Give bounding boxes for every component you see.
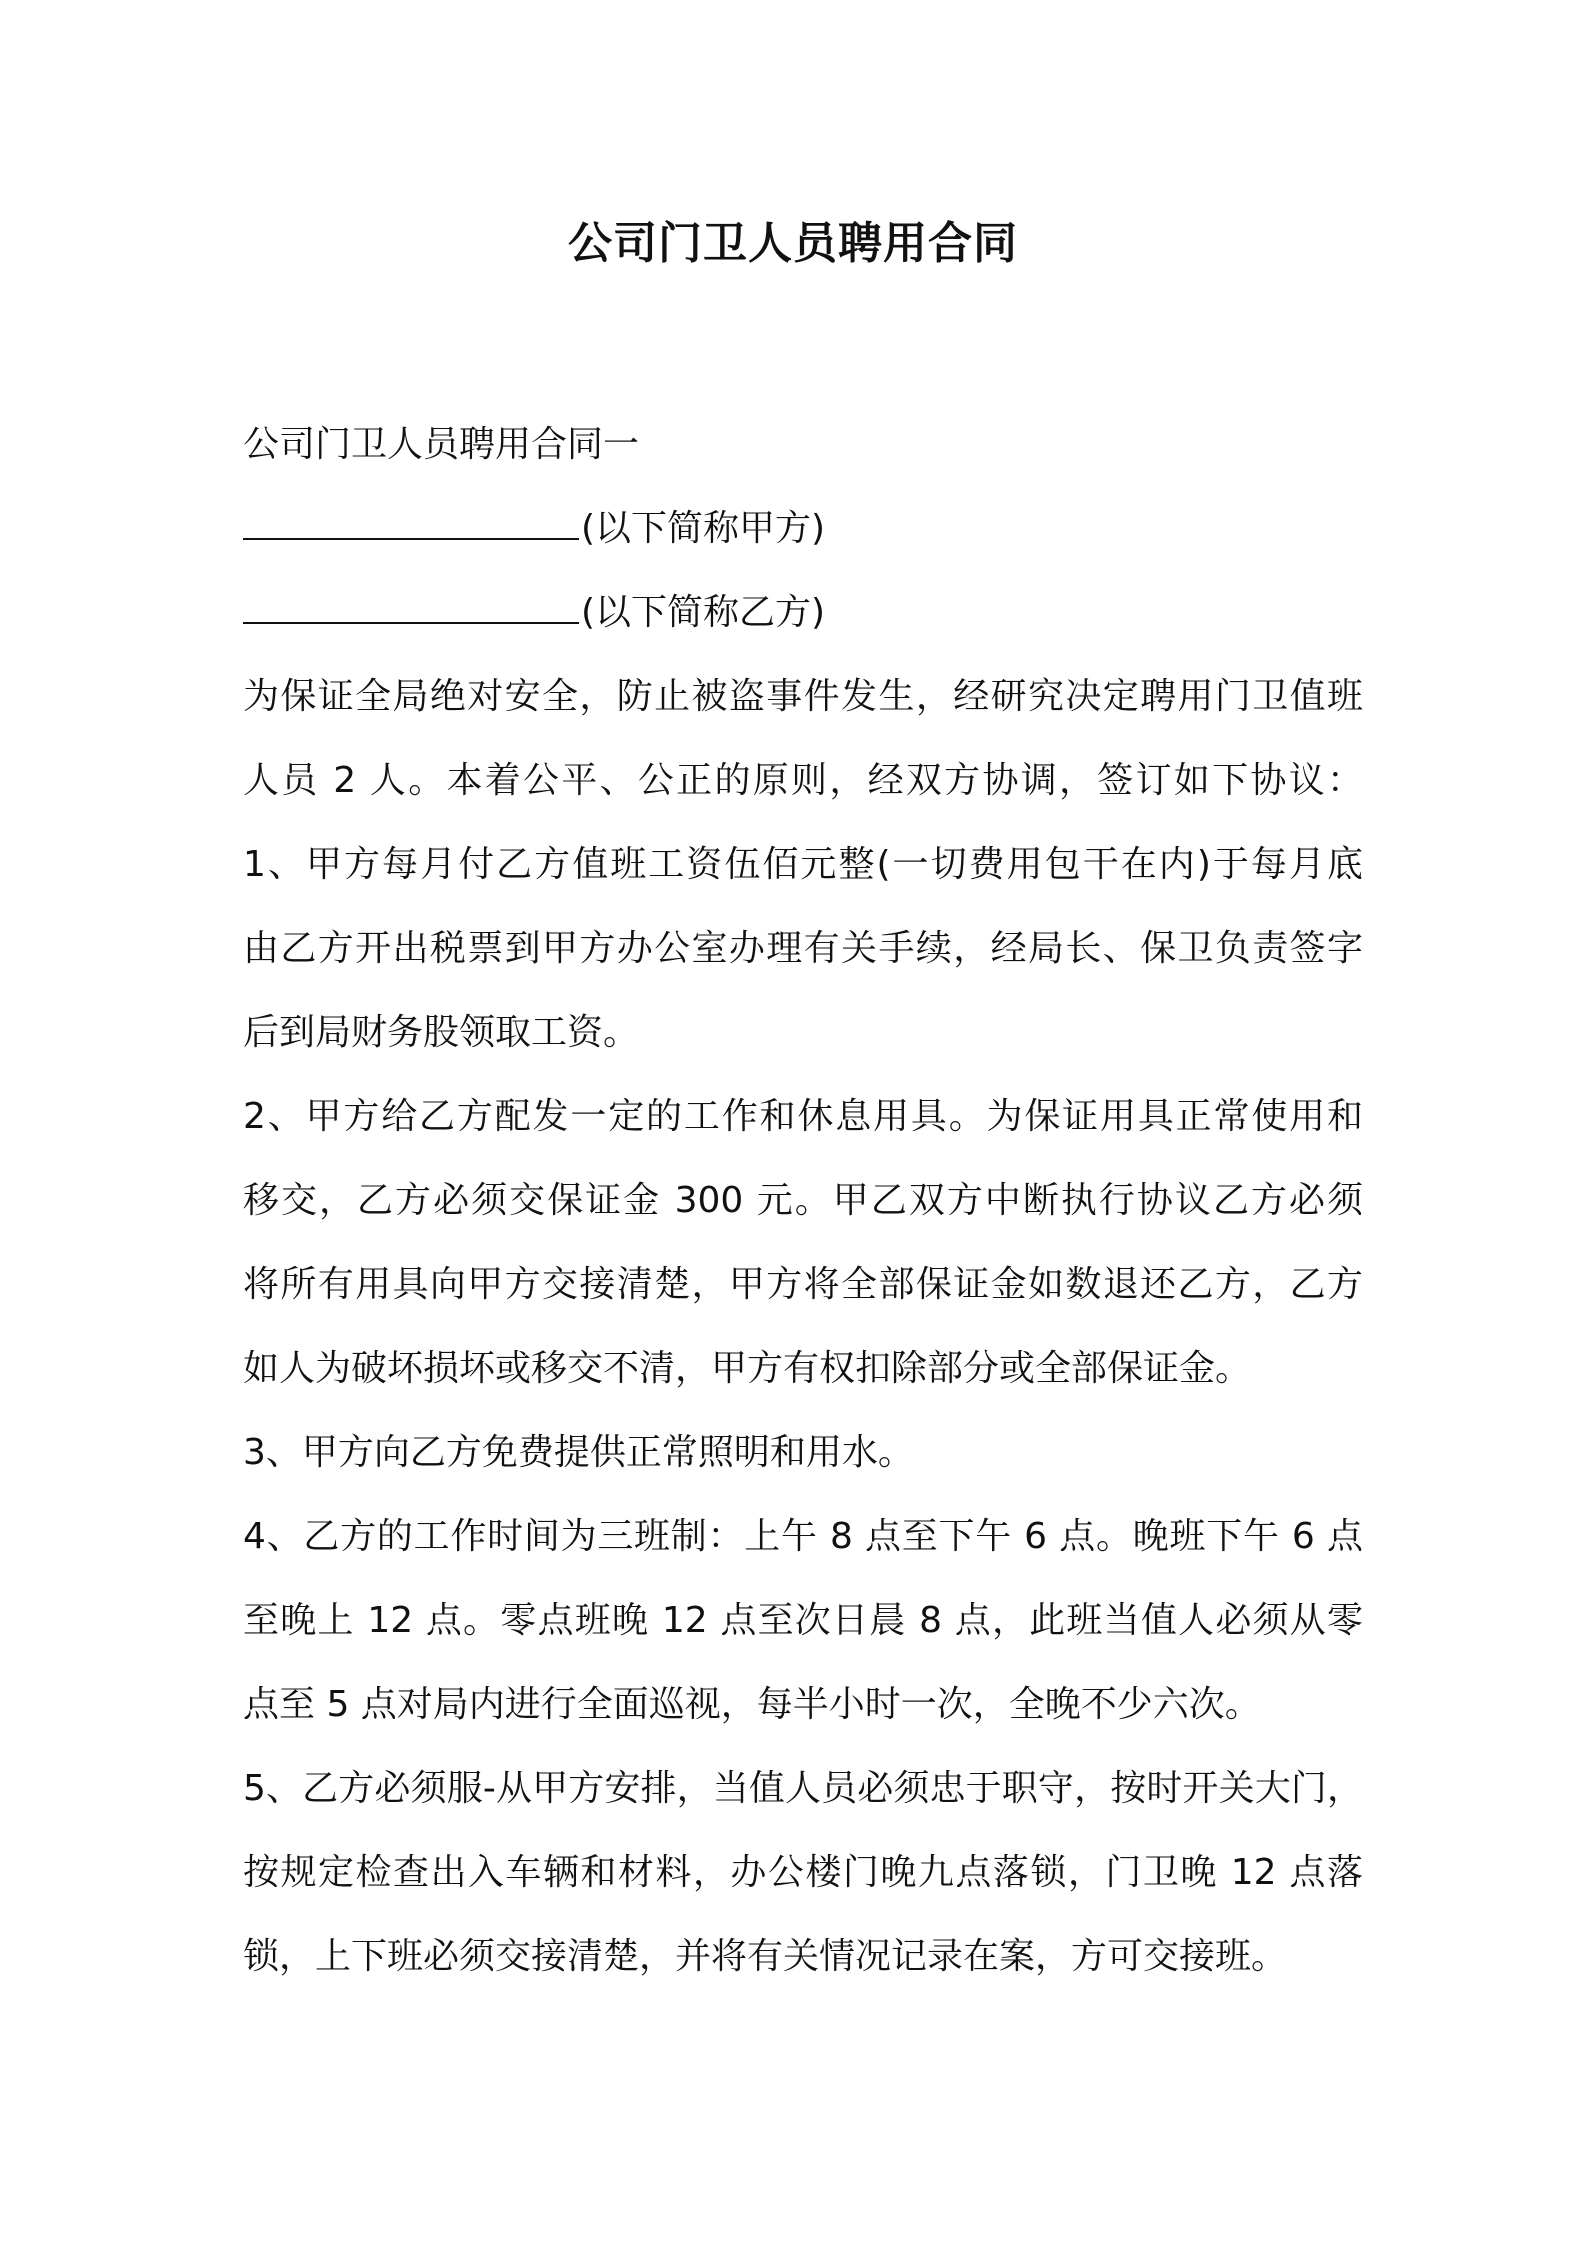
body-line: 至晚上 12 点。零点班晚 12 点至次日晨 8 点，此班当值人必须从零: [243, 1600, 1363, 1641]
body-line: 为保证全局绝对安全，防止被盗事件发生，经研究决定聘用门卫值班: [243, 676, 1363, 717]
party-b-line: [243, 571, 1363, 655]
party-b-blank: [243, 588, 579, 624]
body-line: 如人为破坏损坏或移交不清，甲方有权扣除部分或全部保证金。: [243, 1348, 1252, 1389]
body-line: 将所有用具向甲方交接清楚，甲方将全部保证金如数退还乙方，乙方: [243, 1264, 1363, 1305]
body-line: 2、甲方给乙方配发一定的工作和休息用具。为保证用具正常使用和: [243, 1096, 1363, 1137]
document-title: 公司门卫人员聘用合同: [568, 218, 1018, 269]
body-line: 移交，乙方必须交保证金 300 元。甲乙双方中断执行协议乙方必须: [243, 1180, 1363, 1221]
document-subtitle: 公司门卫人员聘用合同一: [243, 424, 640, 465]
body-line: 按规定检查出入车辆和材料，办公楼门晚九点落锁，门卫晚 12 点落: [243, 1852, 1363, 1893]
document-body: [243, 403, 1363, 1999]
body-line: 点至 5 点对局内进行全面巡视，每半小时一次，全晚不少六次。: [243, 1684, 1261, 1725]
body-line: 5、乙方必须服-从甲方安排，当值人员必须忠于职守，按时开关大门，: [243, 1768, 1363, 1809]
body-line: 3、甲方向乙方免费提供正常照明和用水。: [243, 1432, 914, 1473]
body-line: 人员 2 人。本着公平、公正的原则，经双方协调，签订如下协议：: [243, 760, 1363, 801]
body-line: 后到局财务股领取工资。: [243, 1012, 640, 1053]
body-line: 由乙方开出税票到甲方办公室办理有关手续，经局长、保卫负责签字: [243, 928, 1363, 969]
party-b-suffix: (以下简称乙方): [581, 592, 826, 633]
body-line: 1、甲方每月付乙方值班工资伍佰元整(一切费用包干在内)于每月底: [243, 844, 1363, 885]
party-a-blank: [243, 504, 579, 540]
body-line: 4、乙方的工作时间为三班制：上午 8 点至下午 6 点。晚班下午 6 点: [243, 1516, 1363, 1557]
body-line: 锁，上下班必须交接清楚，并将有关情况记录在案，方可交接班。: [243, 1936, 1288, 1977]
party-a-suffix: (以下简称甲方): [581, 508, 826, 549]
party-a-line: [243, 487, 1363, 571]
